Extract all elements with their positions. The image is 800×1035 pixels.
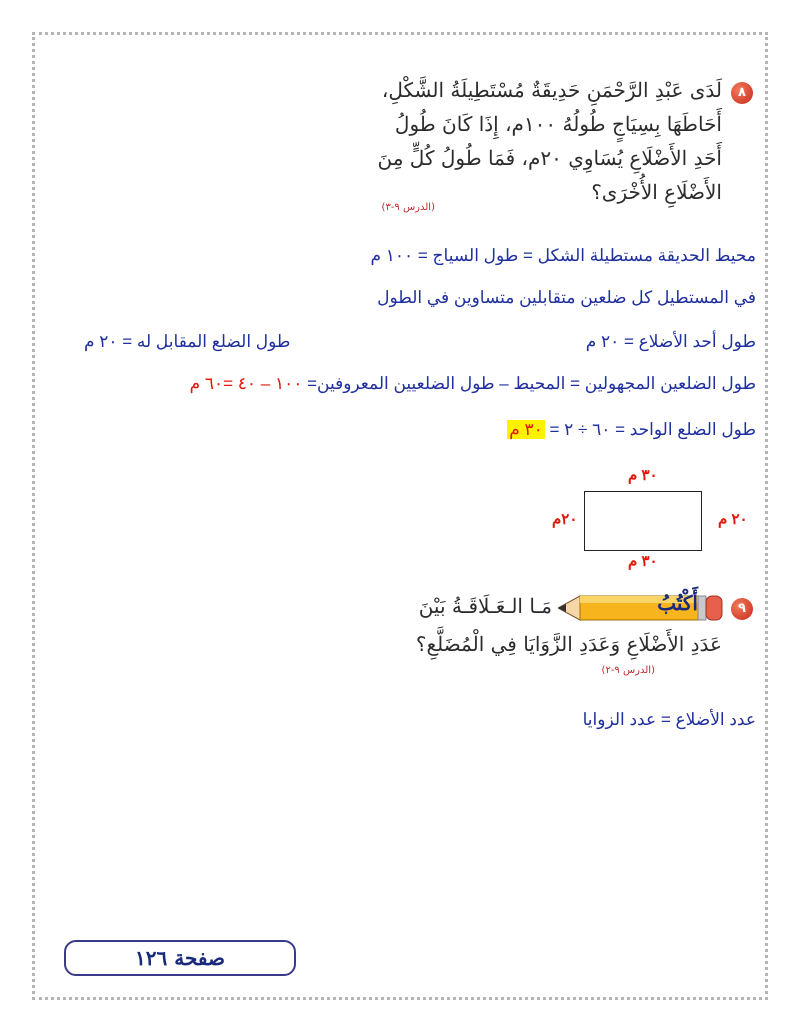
answer-8-line-3-right: طول أحد الأضلاع = ٢٠ م xyxy=(585,332,756,351)
question-9-badge: ٩ xyxy=(731,598,753,620)
page-number: صفحة ١٢٦ xyxy=(135,946,225,970)
question-8-line-2: أَحَاطَهَا بِسِيَاجٍ طُولُهُ ١٠٠م، إِذَا كَانَ طُولُ xyxy=(394,112,722,136)
answer-8-line-3-left: طول الضلع المقابل له = ٢٠ م xyxy=(84,332,291,351)
question-8-line-3: أَحَدِ الأَضْلَاعِ يُسَاوِي ٢٠م، فَمَا طُولُ كُلٍّ مِنَ xyxy=(377,146,722,170)
question-9-line-1: مَـا الـعَـلَاقَـةُ بَيْنَ xyxy=(418,594,552,618)
question-8-line-1: لَدَى عَبْدِ الرَّحْمَنِ حَدِيقَةٌ مُسْتَطِيلَةُ الشَّكْلِ، xyxy=(381,78,722,102)
answer-8-line-5-text: طول الضلع الواحد = ٦٠ ÷ ٢ = xyxy=(544,420,756,439)
answer-8-line-1: محيط الحديقة مستطيلة الشكل = طول السياج = ١٠٠ م xyxy=(370,246,756,265)
pencil-icon xyxy=(558,591,724,625)
answer-8-line-5 xyxy=(507,420,756,440)
answer-8-line-4 xyxy=(190,374,756,394)
answer-9-line-1: عدد الأضلاع = عدد الزوايا xyxy=(582,710,756,729)
answer-8-line-4-result: ١٠٠ – ٤٠ =٦٠ م xyxy=(189,374,308,393)
question-9-lesson-ref: (الدرس ٩-٢) xyxy=(601,665,655,676)
question-8-line-4: الأَضْلَاعِ الأُخْرَى؟ xyxy=(591,180,722,204)
question-9-line-2: عَدَدِ الأَضْلَاعِ وَعَدَدِ الزَّوَايَا فِي الْمُضَلَّعِ؟ xyxy=(415,632,722,656)
page-number-box xyxy=(64,940,296,976)
question-8-badge: ٨ xyxy=(731,82,753,104)
rect-label-bottom: ٣٠ م xyxy=(628,553,658,570)
rect-label-top: ٣٠ م xyxy=(628,467,658,484)
rectangle-diagram xyxy=(584,491,702,551)
write-label: أَكْتُبُ xyxy=(657,591,698,615)
rect-label-right: ٢٠ م xyxy=(718,511,748,528)
rect-label-left: ٢٠م xyxy=(552,511,578,528)
question-8-lesson-ref: (الدرس ٩-٣) xyxy=(381,202,435,213)
answer-8-line-5-highlight: ٣٠ م xyxy=(509,420,543,439)
answer-8-line-4-text: طول الضلعين المجهولين = المحيط – طول الضلعيين المعروفين= xyxy=(307,374,756,393)
answer-8-line-2: في المستطيل كل ضلعين متقابلين متساوين في الطول xyxy=(377,288,756,307)
